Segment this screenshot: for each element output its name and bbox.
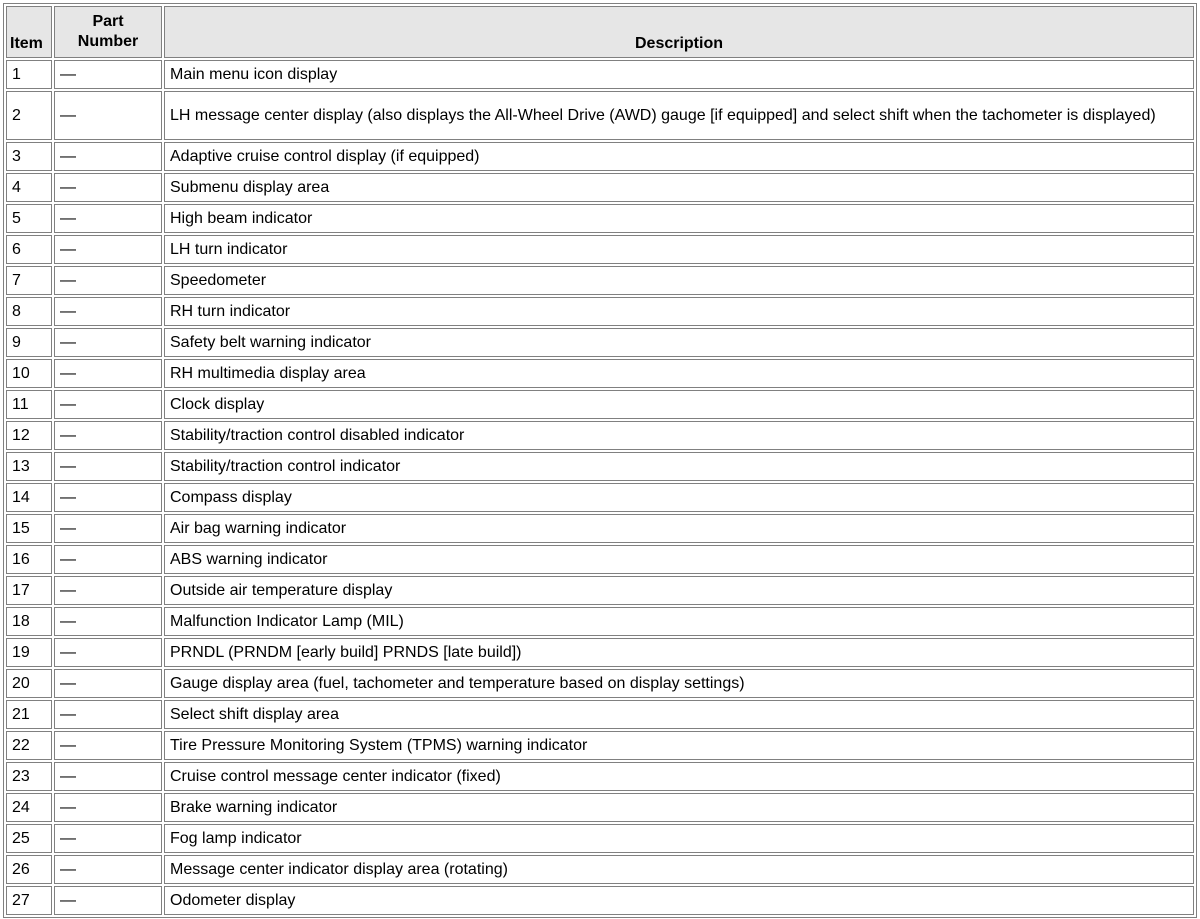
description-cell: Gauge display area (fuel, tachometer and temperature based on display settings) xyxy=(164,669,1194,698)
part-number-cell: — xyxy=(54,91,162,140)
part-number-cell: — xyxy=(54,359,162,388)
part-number-cell: — xyxy=(54,390,162,419)
part-number-cell: — xyxy=(54,886,162,915)
description-cell: LH turn indicator xyxy=(164,235,1194,264)
description-cell: Message center indicator display area (rotating) xyxy=(164,855,1194,884)
table-body xyxy=(6,60,1194,915)
table-row xyxy=(6,576,1194,605)
description-cell: ABS warning indicator xyxy=(164,545,1194,574)
item-cell: 18 xyxy=(6,607,52,636)
part-number-cell: — xyxy=(54,483,162,512)
table-row xyxy=(6,669,1194,698)
description-cell: Malfunction Indicator Lamp (MIL) xyxy=(164,607,1194,636)
part-number-cell: — xyxy=(54,638,162,667)
item-cell: 5 xyxy=(6,204,52,233)
description-cell: PRNDL (PRNDM [early build] PRNDS [late build]) xyxy=(164,638,1194,667)
table-row xyxy=(6,638,1194,667)
description-cell: RH multimedia display area xyxy=(164,359,1194,388)
item-cell: 19 xyxy=(6,638,52,667)
table-row xyxy=(6,793,1194,822)
part-number-cell: — xyxy=(54,452,162,481)
table-row xyxy=(6,60,1194,89)
header-part-line1: Part xyxy=(92,13,124,30)
description-cell: Select shift display area xyxy=(164,700,1194,729)
part-number-cell: — xyxy=(54,142,162,171)
item-cell: 22 xyxy=(6,731,52,760)
description-cell: Outside air temperature display xyxy=(164,576,1194,605)
item-cell: 9 xyxy=(6,328,52,357)
item-cell: 26 xyxy=(6,855,52,884)
part-number-cell: — xyxy=(54,514,162,543)
description-cell: Stability/traction control indicator xyxy=(164,452,1194,481)
description-cell: Stability/traction control disabled indicator xyxy=(164,421,1194,450)
item-cell: 13 xyxy=(6,452,52,481)
item-cell: 21 xyxy=(6,700,52,729)
part-number-cell: — xyxy=(54,731,162,760)
description-cell: Submenu display area xyxy=(164,173,1194,202)
item-cell: 27 xyxy=(6,886,52,915)
table-header-row xyxy=(6,6,1194,58)
part-number-cell: — xyxy=(54,297,162,326)
table-row xyxy=(6,731,1194,760)
item-cell: 6 xyxy=(6,235,52,264)
part-number-cell: — xyxy=(54,204,162,233)
table-row xyxy=(6,855,1194,884)
part-number-cell: — xyxy=(54,576,162,605)
table-row xyxy=(6,359,1194,388)
header-item: Item xyxy=(6,6,52,58)
description-cell: High beam indicator xyxy=(164,204,1194,233)
item-cell: 16 xyxy=(6,545,52,574)
table-row xyxy=(6,452,1194,481)
description-cell: Cruise control message center indicator (fixed) xyxy=(164,762,1194,791)
item-cell: 11 xyxy=(6,390,52,419)
part-number-cell: — xyxy=(54,607,162,636)
description-cell: Compass display xyxy=(164,483,1194,512)
description-cell: Fog lamp indicator xyxy=(164,824,1194,853)
item-cell: 12 xyxy=(6,421,52,450)
description-cell: Clock display xyxy=(164,390,1194,419)
item-cell: 17 xyxy=(6,576,52,605)
table-row xyxy=(6,762,1194,791)
table-row xyxy=(6,328,1194,357)
table-row xyxy=(6,886,1194,915)
table-row xyxy=(6,173,1194,202)
table-row xyxy=(6,91,1194,140)
table-row xyxy=(6,824,1194,853)
table-row xyxy=(6,607,1194,636)
part-number-cell: — xyxy=(54,421,162,450)
part-number-cell: — xyxy=(54,700,162,729)
description-cell: Tire Pressure Monitoring System (TPMS) warning indicator xyxy=(164,731,1194,760)
description-cell: Safety belt warning indicator xyxy=(164,328,1194,357)
part-number-cell: — xyxy=(54,173,162,202)
description-cell: Air bag warning indicator xyxy=(164,514,1194,543)
item-cell: 10 xyxy=(6,359,52,388)
table-row xyxy=(6,204,1194,233)
part-number-cell: — xyxy=(54,855,162,884)
header-part-number xyxy=(54,6,162,58)
table-row xyxy=(6,390,1194,419)
part-number-cell: — xyxy=(54,328,162,357)
description-cell: Adaptive cruise control display (if equipped) xyxy=(164,142,1194,171)
part-number-cell: — xyxy=(54,235,162,264)
item-cell: 3 xyxy=(6,142,52,171)
item-cell: 2 xyxy=(6,91,52,140)
part-number-cell: — xyxy=(54,762,162,791)
description-cell: Main menu icon display xyxy=(164,60,1194,89)
part-number-cell: — xyxy=(54,266,162,295)
header-part-line2: Number xyxy=(77,33,139,50)
description-cell: Odometer display xyxy=(164,886,1194,915)
part-number-cell: — xyxy=(54,60,162,89)
part-number-cell: — xyxy=(54,824,162,853)
item-cell: 25 xyxy=(6,824,52,853)
item-cell: 23 xyxy=(6,762,52,791)
part-number-cell: — xyxy=(54,793,162,822)
table-row xyxy=(6,700,1194,729)
item-cell: 7 xyxy=(6,266,52,295)
item-cell: 24 xyxy=(6,793,52,822)
table-row xyxy=(6,235,1194,264)
table-row xyxy=(6,297,1194,326)
header-description: Description xyxy=(164,6,1194,58)
table-row xyxy=(6,142,1194,171)
description-cell: Speedometer xyxy=(164,266,1194,295)
part-number-cell: — xyxy=(54,669,162,698)
parts-table xyxy=(3,3,1197,918)
table-row xyxy=(6,421,1194,450)
table-row xyxy=(6,266,1194,295)
item-cell: 1 xyxy=(6,60,52,89)
table-row xyxy=(6,545,1194,574)
table-row xyxy=(6,514,1194,543)
item-cell: 14 xyxy=(6,483,52,512)
description-cell: LH message center display (also displays the All-Wheel Drive (AWD) gauge [if equipped] and select shift when the tachometer is displayed) xyxy=(164,91,1194,140)
table-row xyxy=(6,483,1194,512)
part-number-cell: — xyxy=(54,545,162,574)
item-cell: 8 xyxy=(6,297,52,326)
description-cell: RH turn indicator xyxy=(164,297,1194,326)
parts-table-container xyxy=(3,3,1197,918)
item-cell: 4 xyxy=(6,173,52,202)
description-cell: Brake warning indicator xyxy=(164,793,1194,822)
item-cell: 20 xyxy=(6,669,52,698)
item-cell: 15 xyxy=(6,514,52,543)
